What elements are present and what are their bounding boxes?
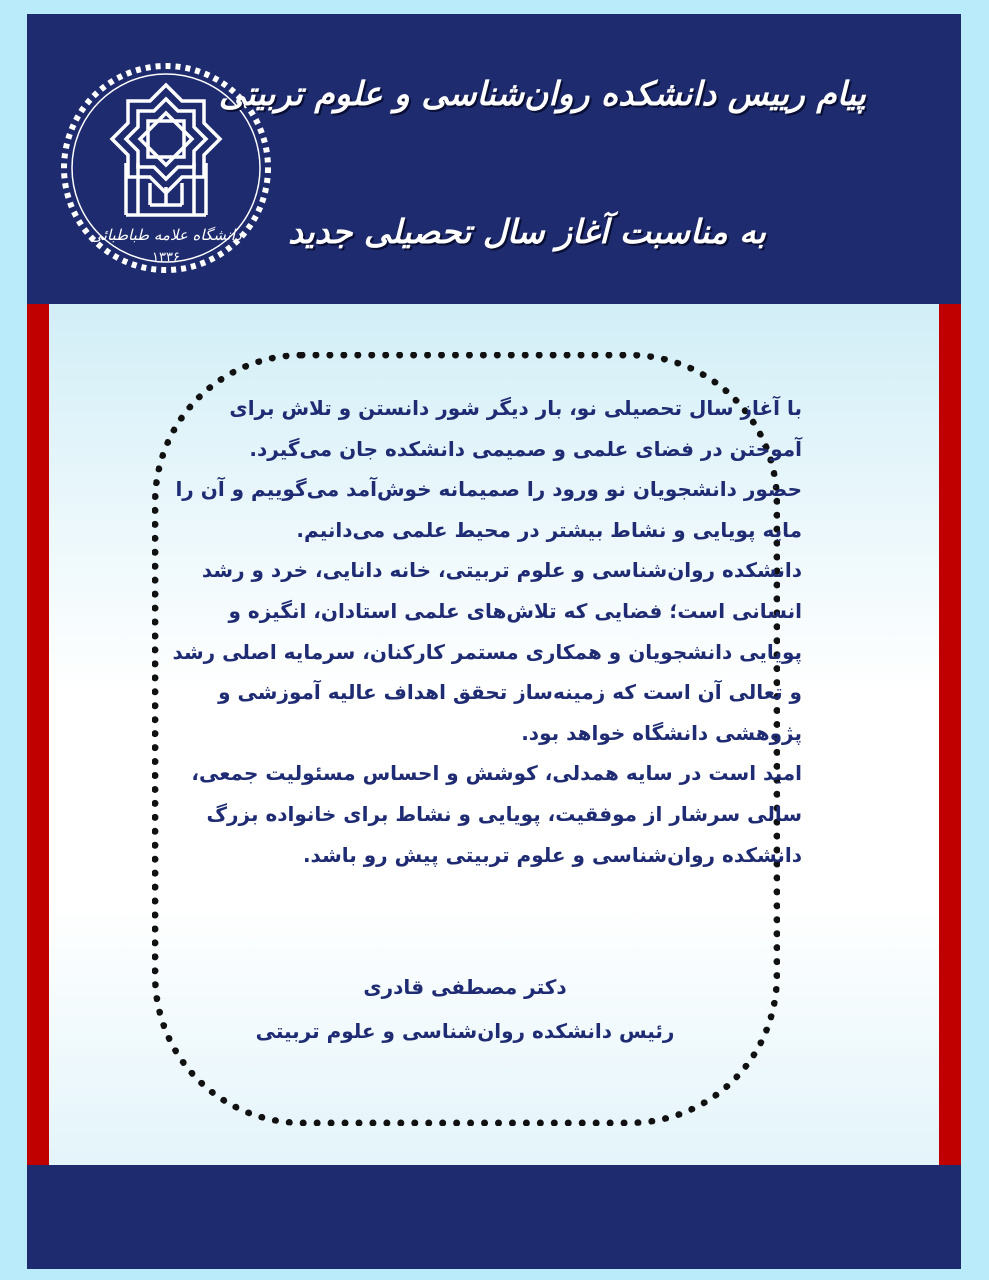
message-paragraph: امید است در سایه همدلی، کوشش و احساس مسئولیت جمعی، سالی سرشار از موفقیت، پویایی و نشاط برای خانواده بزرگ دانشکده روان‌شناسی و علوم تربیتی پیش رو باشد. (191, 761, 802, 867)
left-red-bar (27, 304, 49, 1165)
signature-block (180, 965, 750, 1053)
signature-name: دکتر مصطفی قادری (363, 975, 567, 999)
footer-band (27, 1165, 961, 1269)
header-band (27, 14, 961, 304)
right-red-bar (939, 304, 961, 1165)
message-paragraph: دانشکده روان‌شناسی و علوم تربیتی، خانه دانایی، خرد و رشد انسانی است؛ فضایی که تلاش‌های علمی استادان، انگیزه و پویایی دانشجویان و همکاری مستمر کارکنان، سرمایه اصلی رشد و تعالی آن است که زمینه‌ساز تحقق اهداف عالیه آموزشی و پژوهشی دانشگاه خواهد بود. (172, 558, 802, 745)
poster-title: پیام رییس دانشکده روان‌شناسی و علوم تربیتی (218, 74, 866, 113)
message-paragraph: با آغاز سال تحصیلی نو، بار دیگر شور دانستن و تلاش برای آموختن در فضای علمی و صمیمی دانشکده جان می‌گیرد. (229, 396, 802, 461)
emblem-founding-year: ۱۳۳۶ (152, 250, 180, 265)
emblem-university-name: دانشگاه علامه طباطبائی (90, 226, 242, 244)
message-body (160, 388, 802, 875)
poster-subtitle: به مناسبت آغاز سال تحصیلی جدید (288, 212, 766, 251)
signature-title: رئیس دانشکده روان‌شناسی و علوم تربیتی (255, 1019, 675, 1043)
message-paragraph: حضور دانشجویان نو ورود را صمیمانه خوش‌آمد می‌گوییم و آن را مایه پویایی و نشاط بیشتر در محیط علمی می‌دانیم. (175, 477, 802, 542)
